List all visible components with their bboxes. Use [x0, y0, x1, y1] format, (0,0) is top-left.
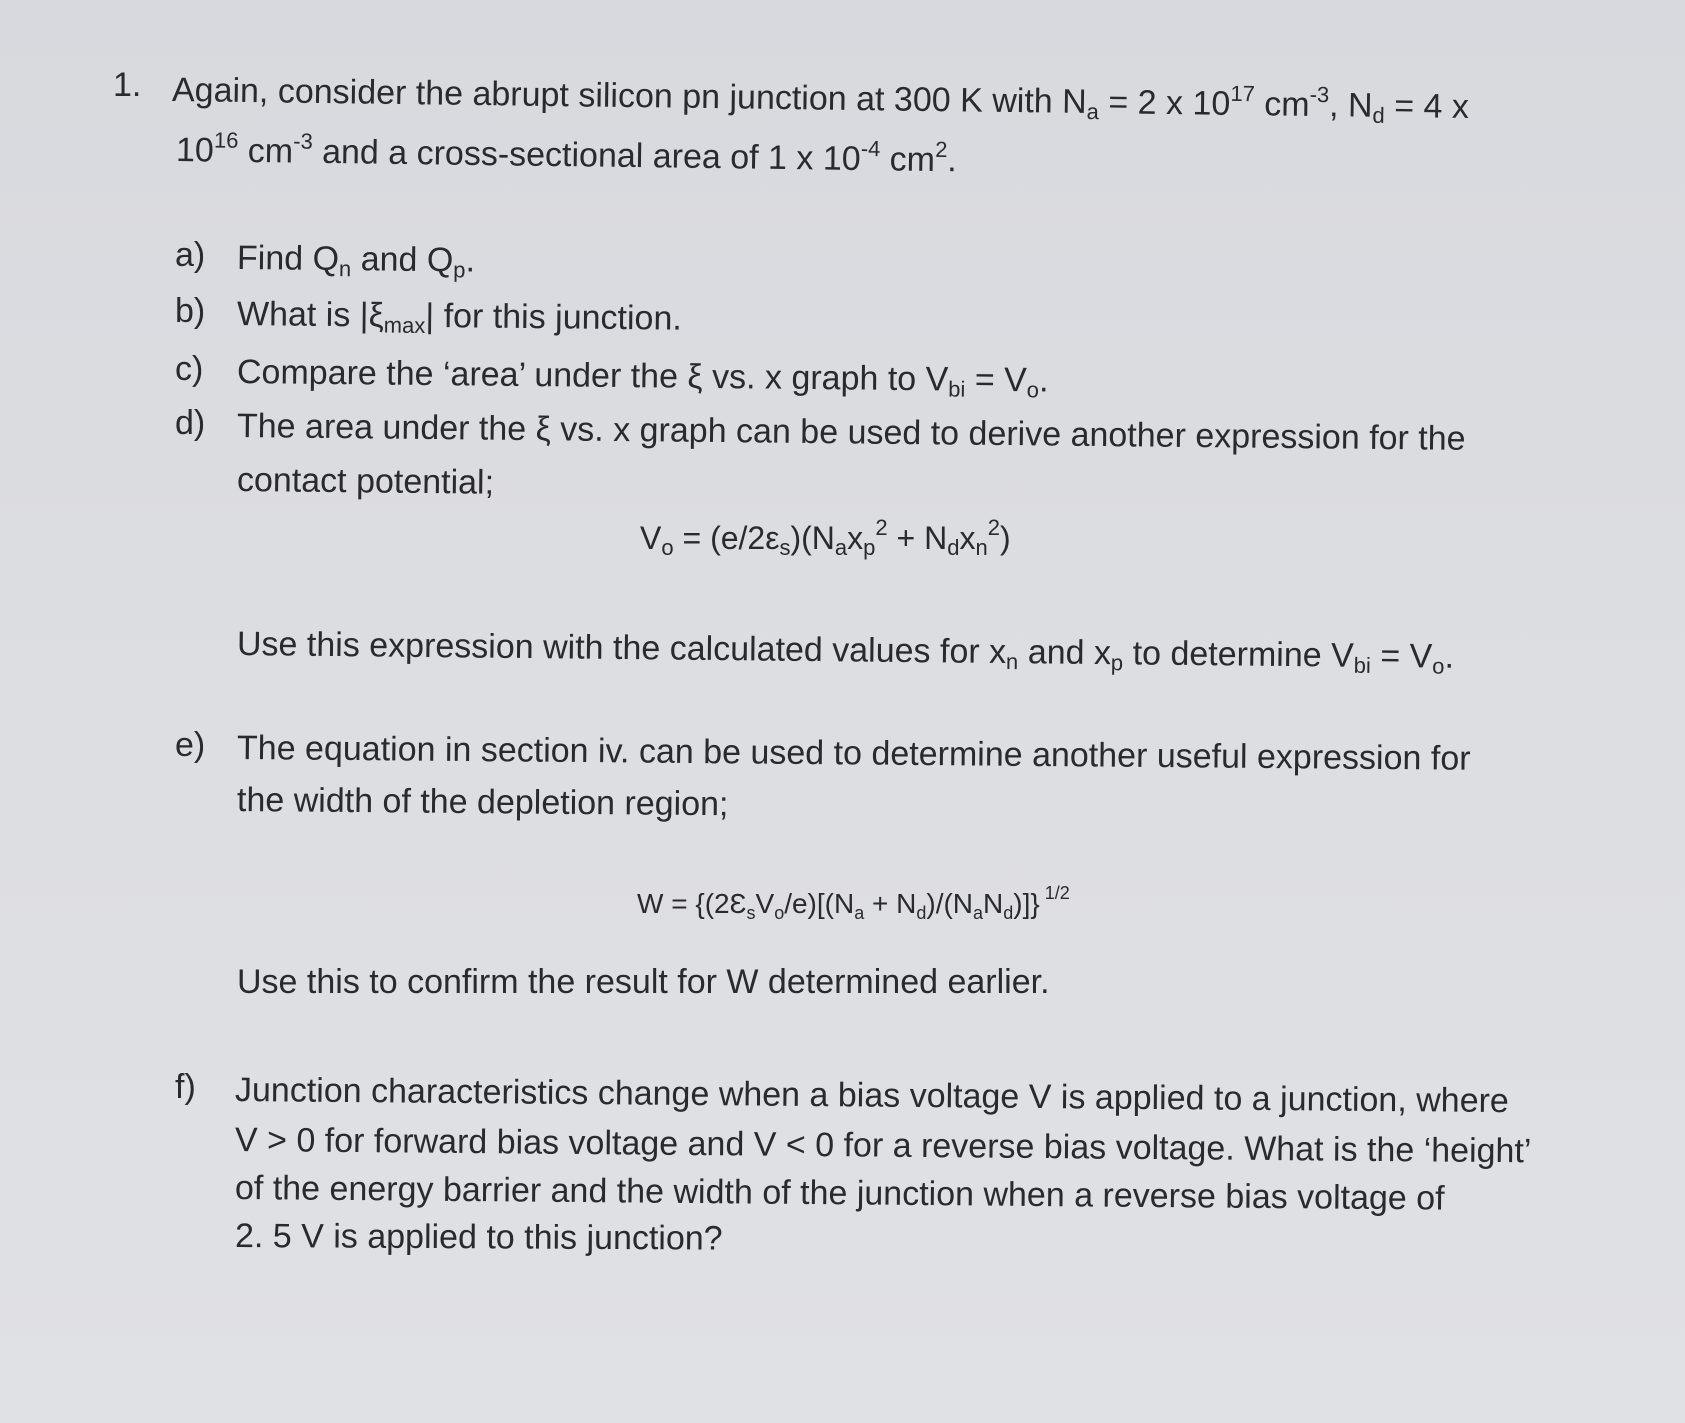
part-a-s2: p: [453, 257, 466, 283]
eq-s: s: [779, 535, 791, 560]
eq-t: )(N: [790, 520, 835, 556]
part-f-line4: 2. 5 V is applied to this junction?: [234, 1217, 723, 1258]
intro-sup: -3: [293, 128, 313, 154]
eq-sup: 1/2: [1039, 883, 1070, 903]
eq-s: s: [746, 903, 756, 923]
eq-s: p: [863, 535, 876, 560]
use-s: n: [1005, 649, 1019, 675]
intro-text: 10: [175, 131, 215, 170]
eq-s: d: [916, 903, 927, 923]
part-b-t1: What is |ξ: [236, 295, 385, 335]
eq-t: x: [959, 520, 976, 556]
eq-t: /e)[(N: [784, 888, 855, 919]
part-c-t2: = V: [965, 360, 1028, 400]
eq-t: )/(N: [926, 888, 974, 919]
use-s: p: [1110, 650, 1124, 676]
use-t: .: [1444, 637, 1455, 676]
intro-text: cm: [1254, 85, 1310, 124]
intro-sup: 17: [1230, 80, 1256, 107]
part-e-confirm: Use this to confirm the result for W determined earlier.: [237, 963, 1050, 1001]
part-d-line1: The area under the ξ vs. x graph can be used to derive another expression for the: [236, 407, 1466, 458]
eq-s: a: [834, 535, 848, 560]
eq-t: W = {(2Ɛ: [637, 888, 747, 919]
intro-text: cm: [238, 131, 294, 171]
eq-s: n: [975, 535, 988, 560]
part-a-label: a): [175, 236, 206, 274]
part-f-label: f): [175, 1068, 196, 1106]
eq-t: x: [847, 520, 864, 556]
use-t: and x: [1018, 633, 1112, 673]
part-a-text: [236, 238, 476, 283]
eq-t: + N: [864, 888, 917, 919]
intro-text: = 4 x: [1384, 86, 1470, 126]
eq-t: + N: [887, 520, 948, 556]
intro-text: and a cross-sectional area of 1 x 10: [312, 132, 861, 178]
part-e-line2: the width of the depletion region;: [236, 781, 729, 824]
question-intro-line2: [175, 127, 957, 180]
intro-sub: a: [1086, 98, 1099, 125]
eq-t: = (e/2ε: [673, 520, 780, 556]
intro-sup: 2: [935, 136, 948, 163]
part-e-line1: The equation in section iv. can be used to determine another useful expression for: [236, 729, 1471, 778]
part-f-line1: Junction characteristics change when a bias voltage V is applied to a junction, where: [234, 1071, 1509, 1121]
part-d-equation: [640, 515, 1011, 560]
eq-s: d: [947, 535, 960, 560]
eq-sup: 2: [987, 515, 1000, 540]
eq-sup: 2: [875, 515, 888, 540]
part-d-line2: contact potential;: [236, 461, 495, 502]
eq-t: N: [983, 888, 1004, 919]
part-c-text: [236, 352, 1049, 403]
eq-t: ): [999, 520, 1011, 556]
intro-sup: 16: [213, 127, 239, 153]
part-f-line2: V > 0 for forward bias voltage and V < 0 for a reverse bias voltage. What is the ‘height’: [234, 1121, 1532, 1171]
intro-sup: -3: [1309, 81, 1330, 108]
use-t: to determine V: [1123, 634, 1354, 675]
part-b-t2: | for this junction.: [425, 296, 683, 338]
part-c-s2: o: [1026, 377, 1040, 403]
eq-t: V: [755, 888, 775, 919]
part-a-t3: .: [465, 241, 476, 280]
use-s: bi: [1353, 652, 1371, 678]
eq-s: a: [973, 903, 984, 923]
part-d-use-line: [237, 624, 1454, 677]
part-d-label: d): [175, 404, 206, 442]
use-s: o: [1432, 653, 1445, 679]
eq-s: d: [1003, 903, 1014, 923]
part-a-t2: and Q: [351, 240, 454, 280]
intro-sub: d: [1372, 102, 1385, 128]
question-intro-line1: [172, 70, 1469, 127]
eq-s: a: [854, 903, 865, 923]
intro-text: .: [947, 141, 957, 180]
question-number: 1.: [113, 66, 142, 104]
eq-t: V: [640, 520, 662, 556]
part-b-text: [237, 294, 682, 339]
eq-s: o: [774, 903, 785, 923]
eq-s: o: [661, 535, 674, 560]
intro-text: cm: [880, 140, 936, 179]
intro-sup: -4: [860, 135, 881, 162]
part-c-t1: Compare the ‘area’ under the ξ vs. x graph to V: [236, 353, 949, 399]
part-c-label: c): [175, 350, 204, 388]
part-e-equation: [637, 883, 1070, 923]
use-t: = V: [1370, 636, 1433, 676]
part-c-s1: bi: [948, 376, 966, 402]
use-t: Use this expression with the calculated values for x: [236, 625, 1007, 672]
part-e-label: e): [175, 726, 206, 764]
part-a-s1: n: [338, 256, 352, 282]
intro-text: Again, consider the abrupt silicon pn junction at 300 K with N: [171, 71, 1087, 121]
part-b-s1: max: [383, 312, 426, 338]
intro-text: , N: [1328, 86, 1373, 125]
part-a-t1: Find Q: [236, 239, 340, 279]
part-f-line3: of the energy barrier and the width of the junction when a reverse bias voltage of: [234, 1169, 1445, 1218]
eq-t: )]}: [1013, 888, 1040, 919]
intro-text: = 2 x 10: [1098, 83, 1231, 123]
part-b-label: b): [175, 292, 206, 330]
part-c-t3: .: [1038, 361, 1049, 400]
